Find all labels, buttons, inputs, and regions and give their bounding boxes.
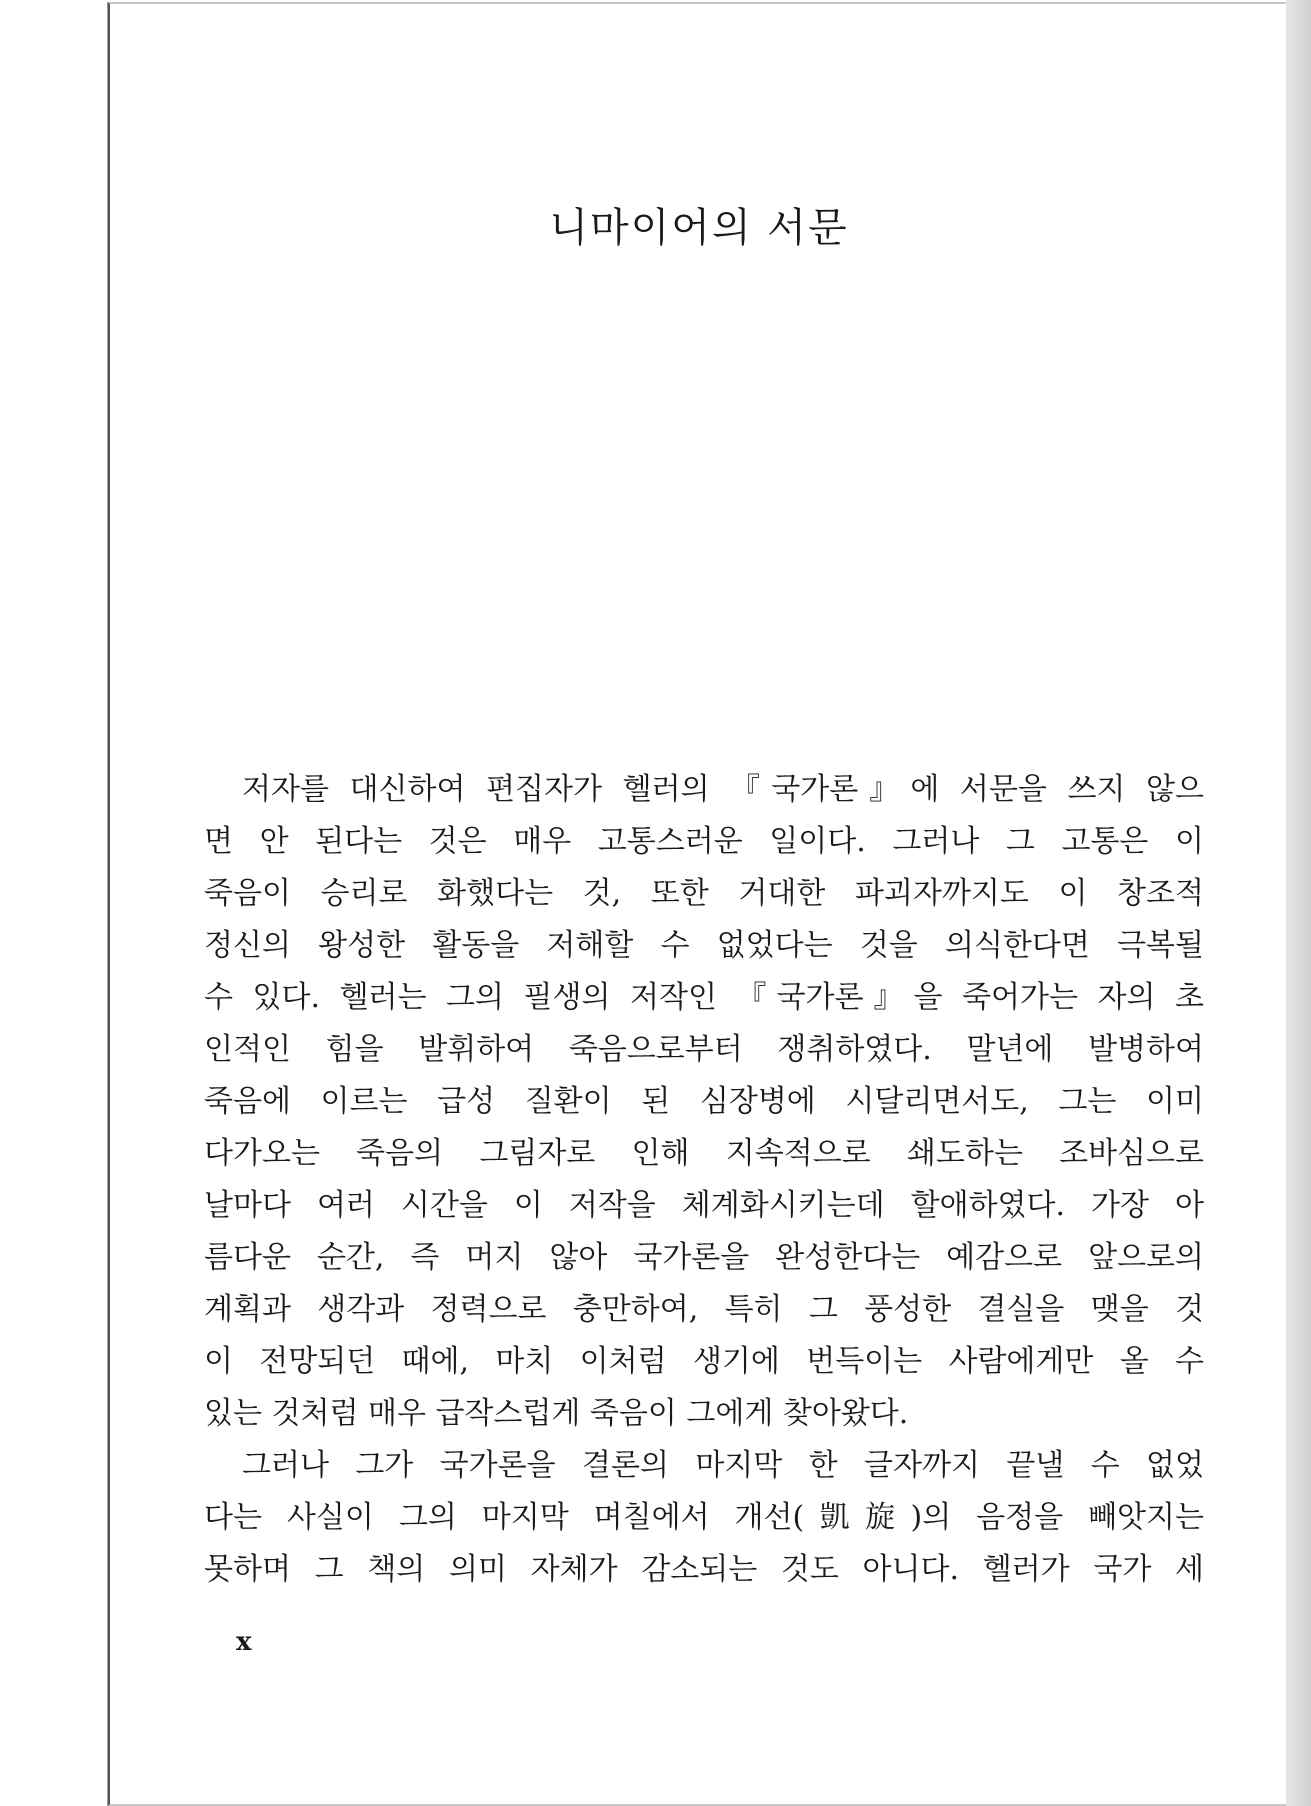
- text-line: 수 있다. 헬러는 그의 필생의 저작인 『국가론』을 죽어가는 자의 초: [204, 980, 1204, 1015]
- text-line: 죽음에 이르는 급성 질환이 된 심장병에 시달리면서도, 그는 이미: [204, 1084, 1204, 1119]
- page-title: 니마이어의 서문: [549, 205, 849, 251]
- text-line: 인적인 힘을 발휘하여 죽음으로부터 쟁취하였다. 말년에 발병하여: [204, 1032, 1204, 1067]
- text-line: 그러나 그가 국가론을 결론의 마지막 한 글자까지 끝낼 수 없었: [242, 1448, 1204, 1483]
- text-line: 계획과 생각과 정력으로 충만하여, 특히 그 풍성한 결실을 맺을 것: [204, 1292, 1204, 1327]
- page-number: x: [236, 1627, 252, 1657]
- text-line: 저자를 대신하여 편집자가 헬러의 『국가론』에 서문을 쓰지 않으: [242, 772, 1204, 807]
- text-line: 정신의 왕성한 활동을 저해할 수 없었다는 것을 의식한다면 극복될: [204, 928, 1204, 963]
- text-line: 있는 것처럼 매우 급작스럽게 죽음이 그에게 찾아왔다.: [204, 1396, 909, 1431]
- text-line: 다는 사실이 그의 마지막 며칠에서 개선(凱旋)의 음정을 빼앗지는: [204, 1500, 1204, 1535]
- text-line: 름다운 순간, 즉 머지 않아 국가론을 완성한다는 예감으로 앞으로의: [204, 1240, 1204, 1275]
- text-line: 이 전망되던 때에, 마치 이처럼 생기에 번득이는 사람에게만 올 수: [204, 1344, 1204, 1379]
- text-line: 못하며 그 책의 의미 자체가 감소되는 것도 아니다. 헬러가 국가 세: [204, 1552, 1204, 1587]
- text-line: 면 안 된다는 것은 매우 고통스러운 일이다. 그러나 그 고통은 이: [204, 824, 1204, 859]
- text-line: 날마다 여러 시간을 이 저작을 체계화시키는데 할애하였다. 가장 아: [204, 1188, 1204, 1223]
- document-page: [108, 2, 1288, 1806]
- viewer-edge: [1286, 0, 1311, 1806]
- body-text: [204, 764, 1204, 1596]
- text-line: 죽음이 승리로 화했다는 것, 또한 거대한 파괴자까지도 이 창조적: [204, 876, 1204, 911]
- text-line: 다가오는 죽음의 그림자로 인해 지속적으로 쇄도하는 조바심으로: [204, 1136, 1204, 1171]
